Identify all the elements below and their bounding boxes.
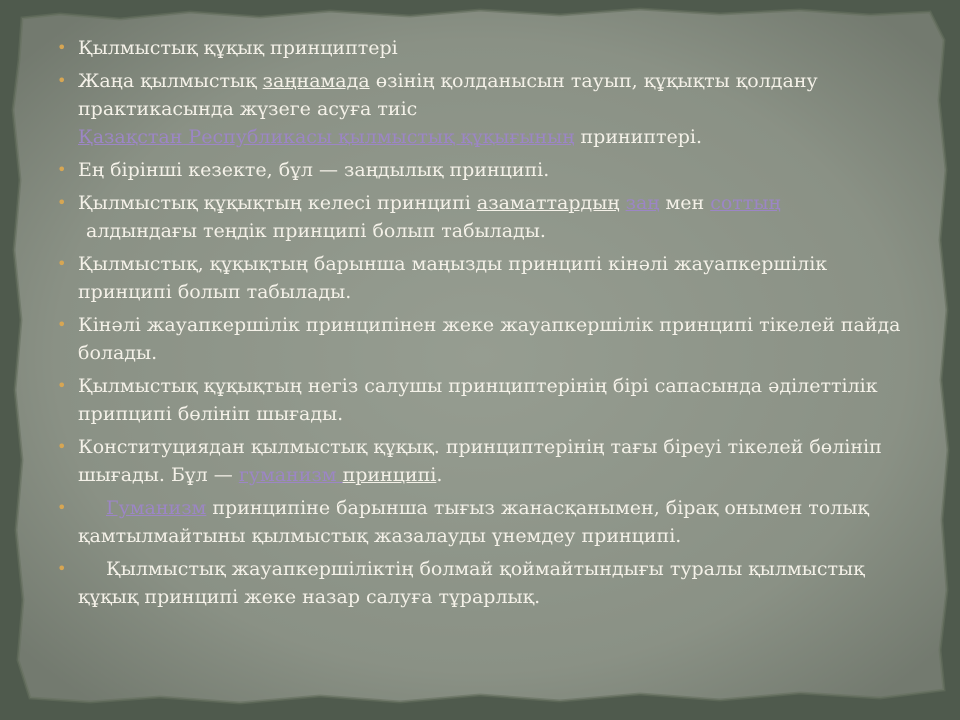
bullet-icon: • (57, 376, 67, 395)
bullet-icon: • (57, 498, 67, 517)
bullet-icon: • (57, 315, 67, 334)
bullet-text: Жаңа қылмыстық (78, 70, 263, 92)
bullet-list (52, 34, 902, 616)
bullet-text: мен (659, 192, 711, 214)
bullet-item (52, 372, 902, 428)
bullet-text: алдындағы теңдік принципі болып табылады. (86, 220, 546, 242)
bullet-item (52, 34, 902, 62)
bullet-icon: • (57, 254, 67, 273)
bullet-subline (78, 217, 902, 245)
bullet-item (52, 250, 902, 306)
bullet-text: Конституциядан қылмыстық құқық. принциптерінің тағы біреуі тікелей бөлініп шығады. Бұл — (78, 436, 882, 486)
bullet-icon: • (57, 559, 67, 578)
bullet-icon: • (57, 437, 67, 456)
link-gumanizm[interactable]: гуманизм (238, 464, 343, 486)
bullet-item (52, 189, 902, 245)
bullet-text: . (436, 464, 443, 486)
bullet-item (52, 311, 902, 367)
link-qr-criminal-law[interactable]: Қазақстан Республикасы қылмыстық құқығының (78, 126, 575, 148)
bullet-icon: • (57, 193, 67, 212)
link-azamattardyn[interactable]: азаматтардың (476, 192, 620, 214)
bullet-text: Кінәлі жауапкершілік принципінен жеке жауапкершілік принципі тікелей пайда болады. (78, 314, 901, 364)
link-gumanizm-2[interactable]: Гуманизм (106, 497, 207, 519)
bullet-icon: • (57, 160, 67, 179)
bullet-subline (78, 123, 902, 151)
bullet-icon: • (57, 38, 67, 57)
bullet-text: Қылмыстық құқықтың негіз салушы принциптерінің бірі сапасында әділеттілік припципі бөлініп шығады. (78, 375, 878, 425)
bullet-icon: • (57, 71, 67, 90)
bullet-item (52, 494, 902, 550)
bullet-text: приниптері. (574, 126, 703, 148)
bullet-text: принципіне барынша тығыз жанасқанымен, бірақ онымен толық қамтылмайтыны қылмыстық жазалауды үнемдеу принципі. (78, 497, 869, 547)
link-sottyn[interactable]: соттың (710, 192, 781, 214)
bullet-item (52, 555, 902, 611)
link-zannamada[interactable]: заңнамада (262, 70, 370, 92)
link-zan[interactable]: заң (625, 192, 660, 214)
bullet-text: Қылмыстық құқықтың келесі принципі (78, 192, 477, 214)
bullet-item (52, 433, 902, 489)
bullet-text: Қылмыстық жауапкершіліктің болмай қоймайтындығы туралы қылмыстық құқық принципі жеке назар салуға тұрарлық. (78, 558, 865, 608)
bullet-item (52, 67, 902, 151)
bullet-text: өзінің қолданысын тауып, құқықты қолдану практикасында жүзеге асуға тиіс (78, 70, 818, 120)
link-principle[interactable]: принципі (342, 464, 437, 486)
bullet-item (52, 156, 902, 184)
bullet-text: Қылмыстық, құқықтың барынша маңызды принципі кінәлі жауапкершілік принципі болып табылады. (78, 253, 828, 303)
bullet-text: Қылмыстық құқық принциптері (78, 37, 398, 59)
bullet-text: Ең бірінші кезекте, бұл — заңдылық принципі. (78, 159, 550, 181)
